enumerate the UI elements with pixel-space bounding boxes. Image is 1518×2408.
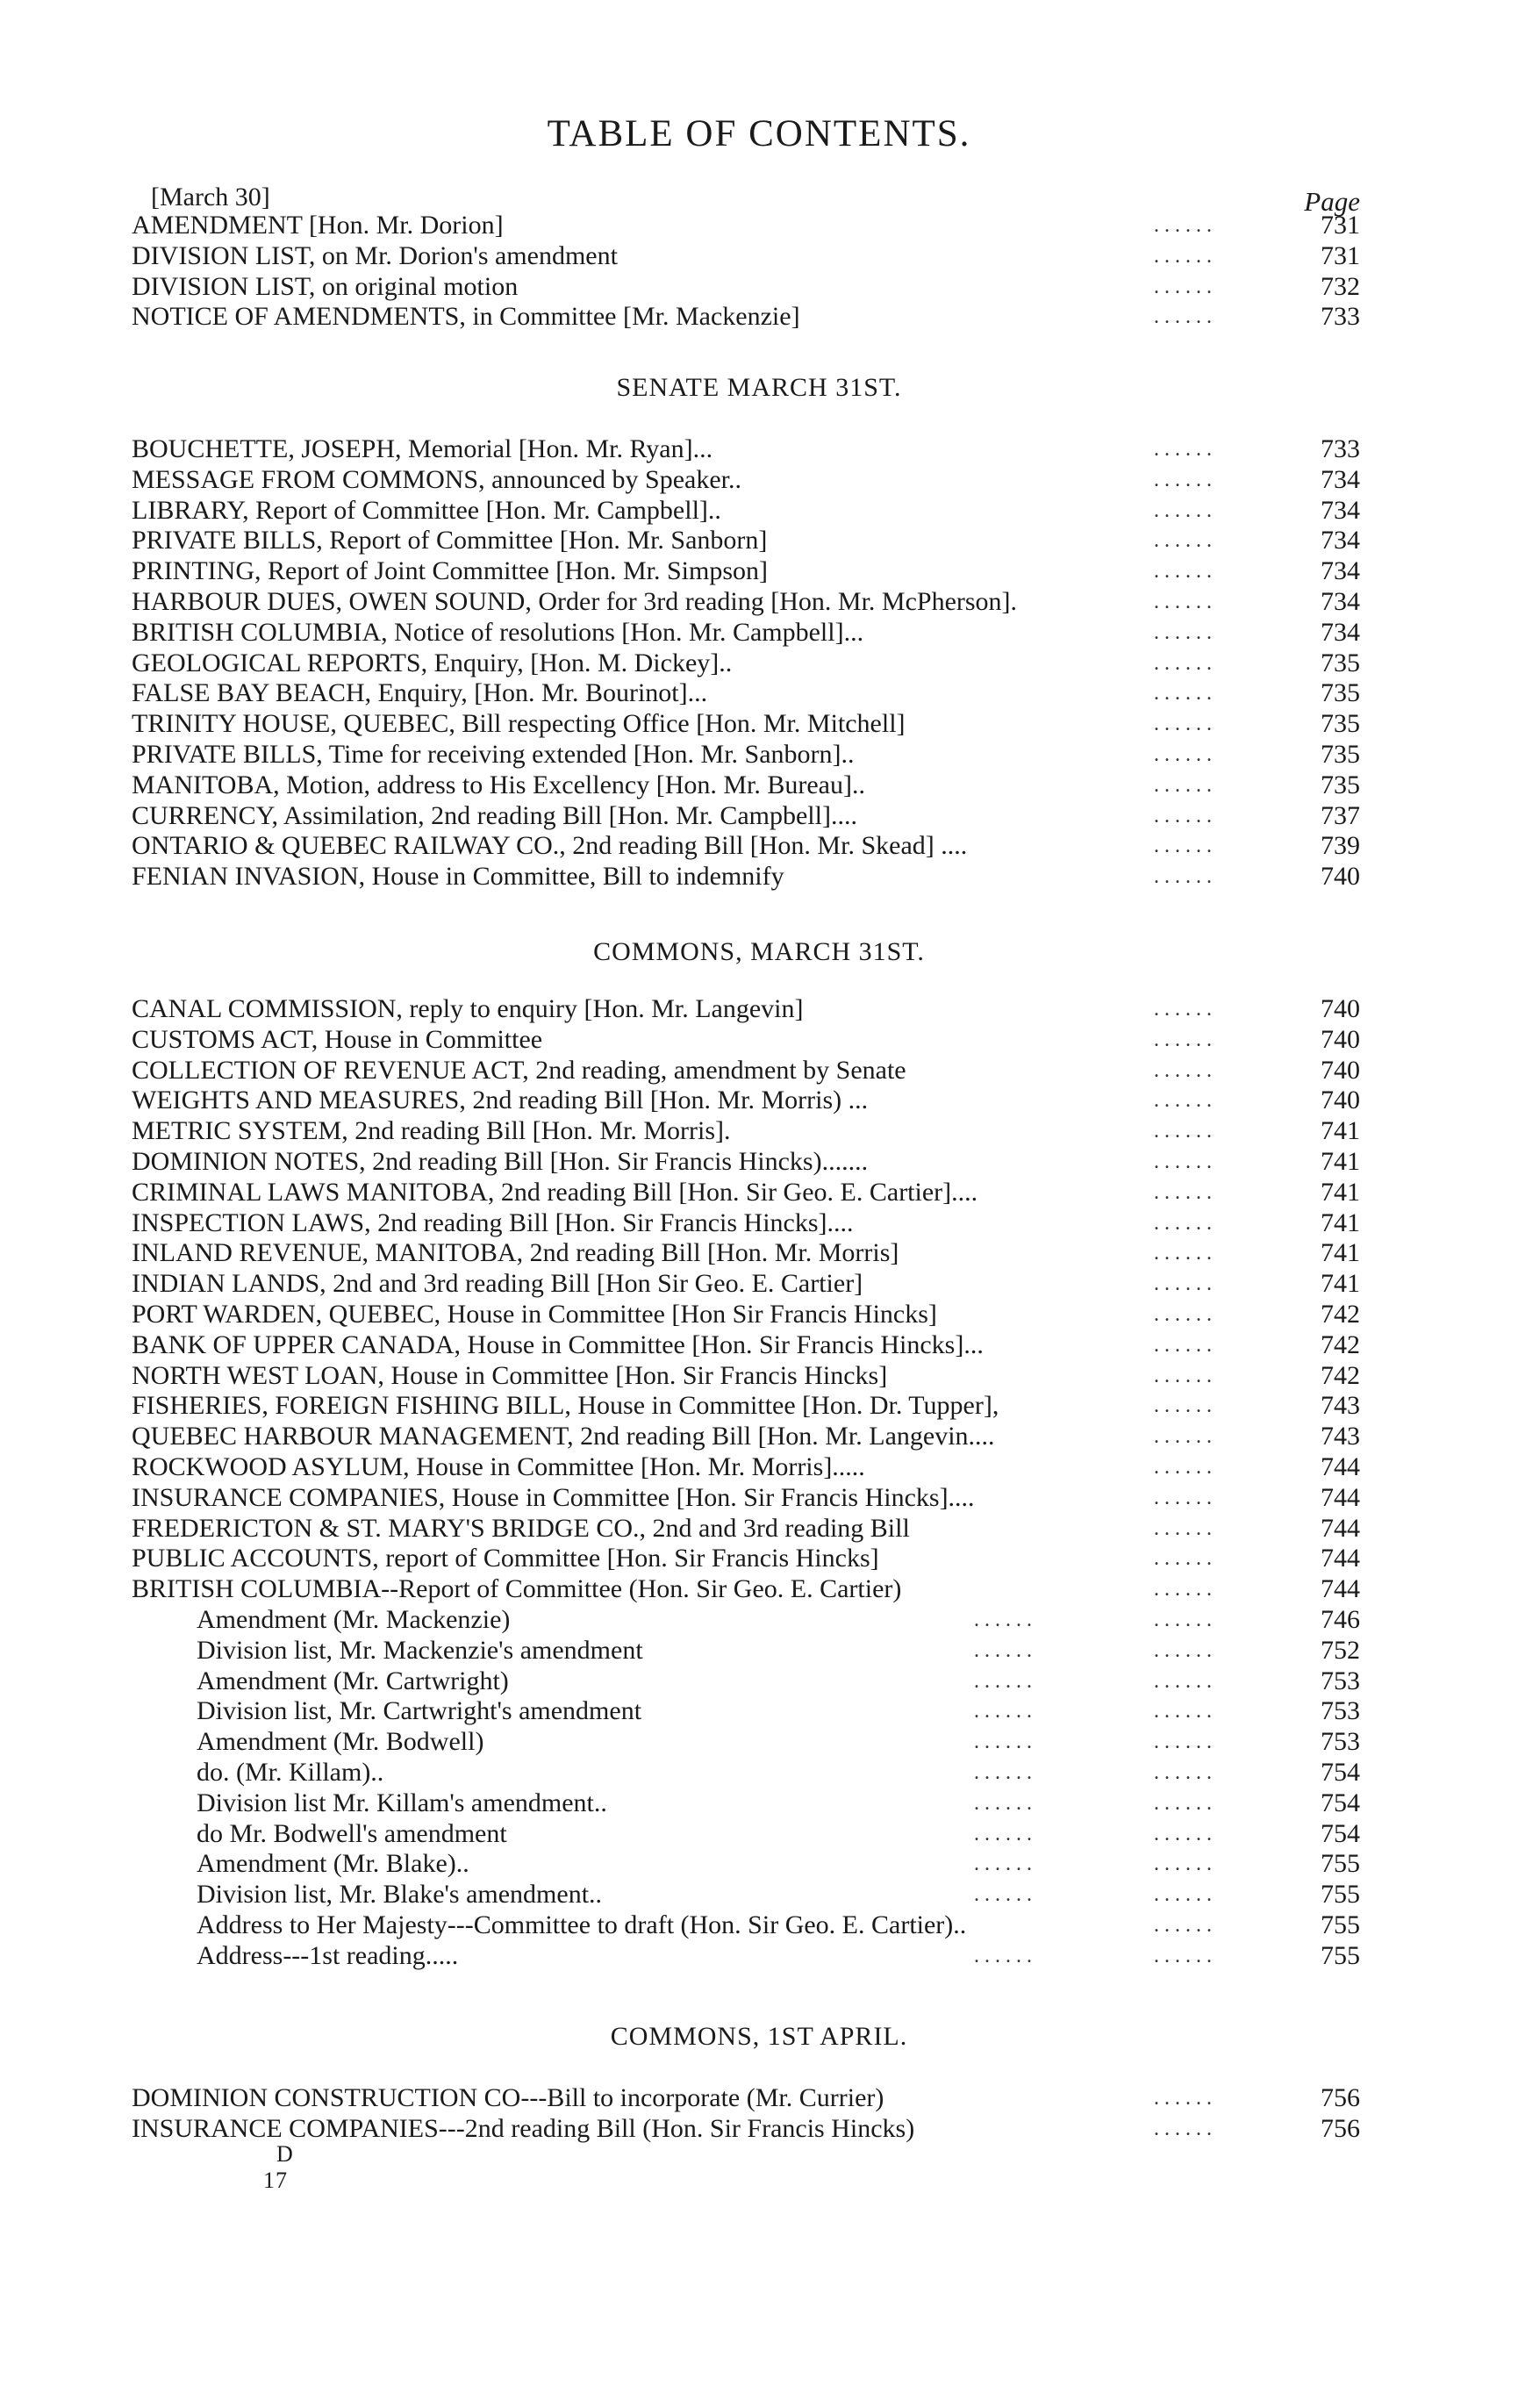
leader-dots: ......	[1154, 498, 1217, 522]
sub-entry-row	[132, 1880, 1360, 1910]
page-number: 740	[1321, 994, 1360, 1023]
entry-title: DIVISION LIST, on Mr. Dorion's amendment	[132, 240, 618, 270]
leader-dots: ......	[1154, 998, 1217, 1021]
entry-title: BOUCHETTE, JOSEPH, Memorial [Hon. Mr. Ryan]...	[132, 434, 713, 463]
leader-dots: ......	[1154, 1242, 1217, 1265]
sub-entry-row	[132, 1849, 1360, 1880]
toc-entry-row	[132, 1452, 1360, 1483]
toc-entry-row	[132, 862, 1360, 892]
toc-entry-row	[132, 1056, 1360, 1086]
page-column-header: Page	[1304, 186, 1360, 217]
entry-title: CRIMINAL LAWS MANITOBA, 2nd reading Bill [Hon. Sir Geo. E. Cartier]....	[132, 1177, 978, 1207]
leader-dots: ......	[974, 1883, 1037, 1907]
sub-entry-row	[132, 1788, 1360, 1819]
leader-dots: ......	[1154, 1700, 1217, 1724]
page-number: 740	[1321, 1055, 1360, 1085]
leader-dots: ......	[1154, 529, 1217, 553]
entry-title: INLAND REVENUE, MANITOBA, 2nd reading Bill [Hon. Mr. Morris]	[132, 1238, 899, 1268]
page-number: 753	[1321, 1727, 1360, 1757]
entry-title: PORT WARDEN, QUEBEC, House in Committee [Hon Sir Francis Hincks]	[132, 1299, 937, 1329]
entry-title: BANK OF UPPER CANADA, House in Committee [Hon. Sir Francis Hincks]...	[132, 1329, 984, 1359]
toc-entry-row	[132, 1391, 1360, 1422]
page-number: 741	[1321, 1269, 1360, 1299]
leader-dots: ......	[974, 1700, 1037, 1724]
british-columbia-sub-entries	[132, 1605, 1360, 1972]
entry-title: Division list Mr. Killam's amendment..	[197, 1788, 607, 1817]
toc-entry-row	[132, 1514, 1360, 1544]
entry-title: PRIVATE BILLS, Time for receiving extended [Hon. Mr. Sanborn]..	[132, 739, 855, 769]
toc-entry-row	[132, 770, 1360, 801]
leader-dots: ......	[1154, 1455, 1217, 1479]
leader-dots: ......	[974, 1853, 1037, 1876]
leader-dots: ......	[974, 1760, 1037, 1784]
page-number: 744	[1321, 1482, 1360, 1512]
leader-dots: ......	[1154, 713, 1217, 736]
sub-entry-row	[132, 1727, 1360, 1758]
page-number: 734	[1321, 586, 1360, 616]
toc-entry-row	[132, 1178, 1360, 1208]
sub-entry-row	[132, 1636, 1360, 1666]
page-number: 734	[1321, 495, 1360, 525]
leader-dots: ......	[1154, 1333, 1217, 1357]
toc-entry-row	[132, 587, 1360, 618]
leader-dots: ......	[1154, 590, 1217, 613]
leader-dots: ......	[1154, 682, 1217, 706]
entry-title: TRINITY HOUSE, QUEBEC, Bill respecting Office [Hon. Mr. Mitchell]	[132, 709, 906, 739]
toc-entry-row	[132, 211, 1360, 241]
page-number: 743	[1321, 1422, 1360, 1451]
leader-dots: ......	[1154, 1364, 1217, 1387]
page-number: 741	[1321, 1146, 1360, 1176]
toc-entry-row	[132, 526, 1360, 556]
toc-entry-row	[132, 649, 1360, 679]
toc-entry-row	[132, 556, 1360, 587]
leader-dots: ......	[1154, 1731, 1217, 1754]
page-number: 731	[1321, 240, 1360, 270]
section-heading-senate-march-31: SENATE MARCH 31ST.	[616, 373, 902, 402]
leader-dots: ......	[1154, 305, 1217, 329]
page-number: 734	[1321, 556, 1360, 586]
leader-dots: ......	[974, 1822, 1037, 1845]
leader-dots: ......	[1154, 560, 1217, 584]
entry-title: INSURANCE COMPANIES, House in Committee [Hon. Sir Francis Hincks]....	[132, 1482, 975, 1512]
toc-entry-row	[132, 1269, 1360, 1300]
toc-entry-row	[132, 831, 1360, 862]
page-number: 741	[1321, 1208, 1360, 1237]
toc-entry-row	[132, 241, 1360, 272]
toc-entry-row	[132, 994, 1360, 1025]
section-heading-commons-april-1: COMMONS, 1ST APRIL.	[610, 2022, 908, 2051]
leader-dots: ......	[1154, 438, 1217, 461]
entry-title: Address---1st reading.....	[197, 1940, 459, 1970]
toc-entry-row	[132, 1238, 1360, 1269]
page-number: 742	[1321, 1360, 1360, 1390]
leader-dots: ......	[1154, 1516, 1217, 1540]
toc-entry-row	[132, 1208, 1360, 1239]
page-number: 756	[1321, 2083, 1360, 2112]
leader-dots: ......	[1154, 804, 1217, 828]
toc-entry-row	[132, 801, 1360, 832]
entry-title: FREDERICTON & ST. MARY'S BRIDGE CO., 2nd and 3rd reading Bill	[132, 1513, 910, 1543]
leader-dots: ......	[1154, 1211, 1217, 1235]
page-number: 733	[1321, 434, 1360, 463]
leader-dots: ......	[1154, 1028, 1217, 1051]
page-number: 741	[1321, 1238, 1360, 1268]
leader-dots: ......	[1154, 468, 1217, 491]
signature-letter: D	[276, 2141, 294, 2167]
toc-entry-row	[132, 1483, 1360, 1514]
entry-title: HARBOUR DUES, OWEN SOUND, Order for 3rd reading [Hon. Mr. McPherson].	[132, 586, 1018, 616]
page-number: 740	[1321, 1024, 1360, 1054]
entry-title: Amendment (Mr. Bodwell)	[197, 1727, 484, 1757]
leader-dots: ......	[1154, 620, 1217, 644]
page-number: 740	[1321, 862, 1360, 892]
toc-entry-row	[132, 2083, 1360, 2114]
entry-title: DOMINION CONSTRUCTION CO---Bill to incorporate (Mr. Currier)	[132, 2083, 884, 2112]
entry-title: do. (Mr. Killam)..	[197, 1757, 384, 1787]
leader-dots: ......	[1154, 1853, 1217, 1876]
page-number: 739	[1321, 831, 1360, 861]
leader-dots: ......	[1154, 1150, 1217, 1173]
toc-entry-row	[132, 618, 1360, 649]
page-number: 753	[1321, 1696, 1360, 1726]
page-number: 743	[1321, 1391, 1360, 1421]
leader-dots: ......	[1154, 1791, 1217, 1815]
commons-april-1-entries	[132, 2083, 1360, 2145]
leader-dots: ......	[974, 1609, 1037, 1631]
entry-title: INSURANCE COMPANIES---2nd reading Bill (Hon. Sir Francis Hincks)	[132, 2113, 915, 2143]
leader-dots: ......	[1154, 1669, 1217, 1693]
toc-entry-row	[132, 1116, 1360, 1147]
leader-dots: ......	[1154, 244, 1217, 268]
toc-entry-row	[132, 2114, 1360, 2145]
toc-entry-row	[132, 302, 1360, 333]
page-number: 740	[1321, 1086, 1360, 1115]
entry-title: NORTH WEST LOAN, House in Committee [Hon. Sir Francis Hincks]	[132, 1360, 888, 1390]
page-number: 735	[1321, 709, 1360, 739]
leader-dots: ......	[1154, 1578, 1217, 1602]
entry-title: WEIGHTS AND MEASURES, 2nd reading Bill [Hon. Mr. Morris) ...	[132, 1086, 869, 1115]
page-number: 732	[1321, 271, 1360, 301]
date-label-march-30: [March 30]	[151, 183, 270, 211]
entry-title: INSPECTION LAWS, 2nd reading Bill [Hon. Sir Francis Hincks]....	[132, 1208, 854, 1237]
page-number: 741	[1321, 1177, 1360, 1207]
toc-entry-row	[132, 1147, 1360, 1178]
page-number: 742	[1321, 1329, 1360, 1359]
entry-title: PRINTING, Report of Joint Committee [Hon. Mr. Simpson]	[132, 556, 768, 586]
entry-title: Division list, Mr. Blake's amendment..	[197, 1880, 603, 1910]
entry-title: Amendment (Mr. Blake)..	[197, 1849, 469, 1879]
entry-title: PRIVATE BILLS, Report of Committee [Hon. Mr. Sanborn]	[132, 526, 768, 555]
entry-title: BRITISH COLUMBIA--Report of Committee (Hon. Sir Geo. E. Cartier)	[132, 1574, 902, 1604]
leader-dots: ......	[1154, 1609, 1217, 1631]
page-number: 735	[1321, 648, 1360, 677]
toc-entry-row	[132, 1330, 1360, 1361]
leader-dots: ......	[1154, 835, 1217, 858]
toc-entry-row	[132, 1300, 1360, 1330]
leader-dots: ......	[974, 1944, 1037, 1967]
toc-entry-row	[132, 740, 1360, 770]
page-number: 735	[1321, 678, 1360, 708]
leader-dots: ......	[1154, 773, 1217, 797]
page-number: 744	[1321, 1574, 1360, 1604]
entry-title: DOMINION NOTES, 2nd reading Bill [Hon. Sir Francis Hincks).......	[132, 1146, 869, 1176]
leader-dots: ......	[1154, 1394, 1217, 1418]
entry-title: Amendment (Mr. Cartwright)	[197, 1666, 509, 1695]
entry-title: COLLECTION OF REVENUE ACT, 2nd reading, amendment by Senate	[132, 1055, 906, 1085]
entry-title: AMENDMENT [Hon. Mr. Dorion]	[132, 211, 504, 240]
entry-title: Division list, Mr. Cartwright's amendment	[197, 1696, 642, 1726]
sub-entry-row	[132, 1819, 1360, 1850]
section-heading-commons-march-31: COMMONS, MARCH 31ST.	[593, 937, 925, 966]
entry-title: FENIAN INVASION, House in Committee, Bill to indemnify	[132, 862, 784, 892]
page-number: 754	[1321, 1757, 1360, 1787]
leader-dots: ......	[1154, 651, 1217, 675]
leader-dots: ......	[1154, 2087, 1217, 2110]
signature-number: 17	[263, 2168, 288, 2193]
page-number: 755	[1321, 1940, 1360, 1970]
toc-entry-row	[132, 465, 1360, 496]
toc-entry-row	[132, 1574, 1360, 1605]
leader-dots: ......	[1154, 1822, 1217, 1845]
leader-dots: ......	[1154, 742, 1217, 766]
page-title: TABLE OF CONTENTS.	[547, 113, 971, 154]
page-number: 731	[1321, 211, 1360, 240]
entry-title: CUSTOMS ACT, House in Committee	[132, 1024, 543, 1054]
entry-title: Division list, Mr. Mackenzie's amendment	[197, 1635, 643, 1665]
leader-dots: ......	[974, 1669, 1037, 1693]
toc-entry-row	[132, 1361, 1360, 1392]
leader-dots: ......	[1154, 1760, 1217, 1784]
entry-title: MANITOBA, Motion, address to His Excellency [Hon. Mr. Bureau]..	[132, 770, 865, 799]
entry-title: DIVISION LIST, on original motion	[132, 271, 519, 301]
page-number: 734	[1321, 464, 1360, 494]
entry-title: METRIC SYSTEM, 2nd reading Bill [Hon. Mr. Morris].	[132, 1116, 731, 1146]
entry-title: Amendment (Mr. Mackenzie)	[197, 1605, 511, 1634]
page-number: 752	[1321, 1635, 1360, 1665]
toc-entry-row	[132, 678, 1360, 709]
march-30-entries	[132, 211, 1360, 333]
page-number: 735	[1321, 739, 1360, 769]
entry-title: QUEBEC HARBOUR MANAGEMENT, 2nd reading Bill [Hon. Mr. Langevin....	[132, 1422, 995, 1451]
senate-march-31-entries	[132, 434, 1360, 892]
page-number: 744	[1321, 1544, 1360, 1573]
entry-title: GEOLOGICAL REPORTS, Enquiry, [Hon. M. Dickey]..	[132, 648, 733, 677]
page-number: 744	[1321, 1451, 1360, 1481]
toc-entry-row	[132, 1544, 1360, 1574]
leader-dots: ......	[1154, 1272, 1217, 1296]
page-number: 756	[1321, 2113, 1360, 2143]
page-number: 755	[1321, 1849, 1360, 1879]
page-number: 744	[1321, 1513, 1360, 1543]
entry-title: ROCKWOOD ASYLUM, House in Committee [Hon. Mr. Morris].....	[132, 1451, 865, 1481]
toc-entry-row	[132, 434, 1360, 465]
page-number: 753	[1321, 1666, 1360, 1695]
leader-dots: ......	[1154, 1547, 1217, 1571]
page-number: 734	[1321, 526, 1360, 555]
entry-title: LIBRARY, Report of Committee [Hon. Mr. Campbell]..	[132, 495, 721, 525]
page-number: 754	[1321, 1788, 1360, 1817]
leader-dots: ......	[1154, 214, 1217, 237]
sub-entry-row	[132, 1666, 1360, 1697]
entry-title: NOTICE OF AMENDMENTS, in Committee [Mr. Mackenzie]	[132, 302, 800, 332]
leader-dots: ......	[974, 1638, 1037, 1662]
leader-dots: ......	[1154, 1883, 1217, 1907]
sub-entry-row	[132, 1910, 1360, 1941]
entry-title: FISHERIES, FOREIGN FISHING BILL, House in Committee [Hon. Dr. Tupper],	[132, 1391, 999, 1421]
leader-dots: ......	[1154, 1089, 1217, 1113]
leader-dots: ......	[1154, 1944, 1217, 1967]
leader-dots: ......	[1154, 865, 1217, 889]
leader-dots: ......	[1154, 1425, 1217, 1449]
page-number: 737	[1321, 800, 1360, 830]
commons-march-31-entries	[132, 994, 1360, 1605]
entry-title: do Mr. Bodwell's amendment	[197, 1818, 507, 1848]
page-number: 733	[1321, 302, 1360, 332]
sub-entry-row	[132, 1941, 1360, 1972]
page-number: 735	[1321, 770, 1360, 799]
page-number: 755	[1321, 1910, 1360, 1939]
sub-entry-row	[132, 1758, 1360, 1788]
leader-dots: ......	[1154, 1913, 1217, 1937]
toc-entry-row	[132, 709, 1360, 740]
page-number: 755	[1321, 1880, 1360, 1910]
leader-dots: ......	[1154, 1180, 1217, 1204]
leader-dots: ......	[974, 1791, 1037, 1815]
sub-entry-row	[132, 1605, 1360, 1636]
entry-title: Address to Her Majesty---Committee to draft (Hon. Sir Geo. E. Cartier)..	[197, 1910, 967, 1939]
page-number: 734	[1321, 617, 1360, 647]
leader-dots: ......	[1154, 1058, 1217, 1082]
leader-dots: ......	[1154, 2117, 1217, 2140]
toc-entry-row	[132, 1025, 1360, 1056]
page-number: 741	[1321, 1116, 1360, 1146]
toc-entry-row	[132, 1086, 1360, 1116]
entry-title: CURRENCY, Assimilation, 2nd reading Bill [Hon. Mr. Campbell]....	[132, 800, 857, 830]
leader-dots: ......	[974, 1731, 1037, 1754]
leader-dots: ......	[1154, 1638, 1217, 1662]
toc-entry-row	[132, 496, 1360, 527]
entry-title: BRITISH COLUMBIA, Notice of resolutions [Hon. Mr. Campbell]...	[132, 617, 864, 647]
toc-entry-row	[132, 1422, 1360, 1452]
entry-title: CANAL COMMISSION, reply to enquiry [Hon. Mr. Langevin]	[132, 994, 804, 1023]
entry-title: FALSE BAY BEACH, Enquiry, [Hon. Mr. Bourinot]...	[132, 678, 708, 708]
page-number: 746	[1321, 1605, 1360, 1634]
page-number: 754	[1321, 1818, 1360, 1848]
entry-title: MESSAGE FROM COMMONS, announced by Speaker..	[132, 464, 742, 494]
leader-dots: ......	[1154, 1302, 1217, 1326]
sub-entry-row	[132, 1696, 1360, 1727]
leader-dots: ......	[1154, 1120, 1217, 1143]
page-number: 742	[1321, 1299, 1360, 1329]
toc-entry-row	[132, 272, 1360, 303]
leader-dots: ......	[1154, 1486, 1217, 1509]
entry-title: INDIAN LANDS, 2nd and 3rd reading Bill [Hon Sir Geo. E. Cartier]	[132, 1269, 863, 1299]
leader-dots: ......	[1154, 275, 1217, 298]
entry-title: PUBLIC ACCOUNTS, report of Committee [Hon. Sir Francis Hincks]	[132, 1544, 879, 1573]
entry-title: ONTARIO & QUEBEC RAILWAY CO., 2nd reading Bill [Hon. Mr. Skead] ....	[132, 831, 968, 861]
